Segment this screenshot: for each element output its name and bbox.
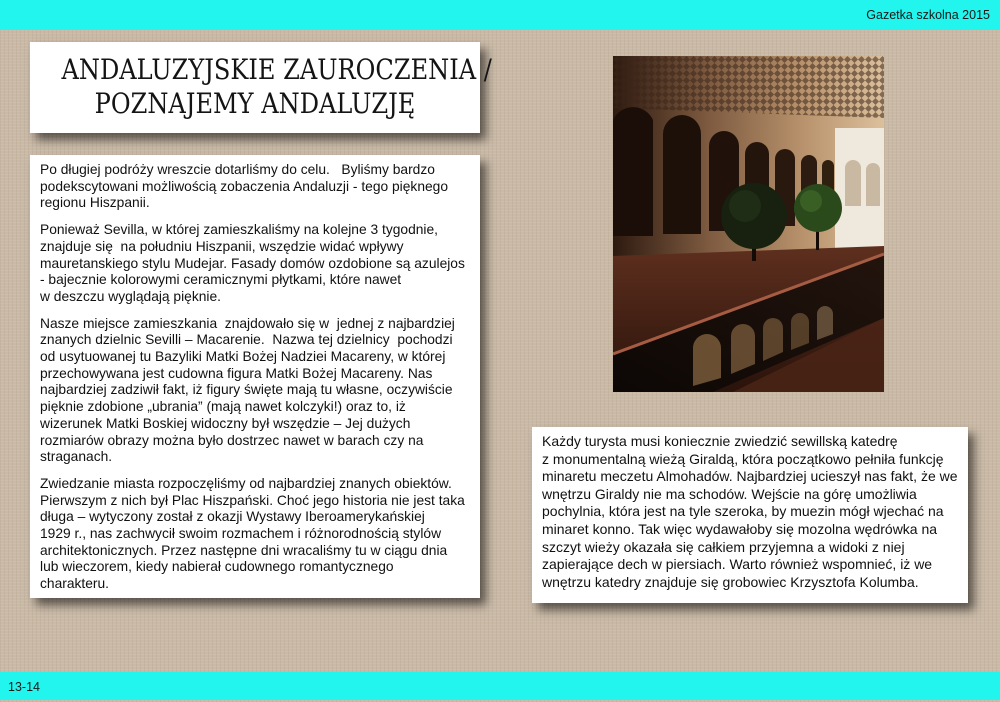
paragraph [542,433,958,591]
text-line: mauretanskiego stylu Mudejar. Fasady domów ozdobione są azulejos [40,255,465,271]
text-line: najbardziej zadziwił fakt, iż figury święte mają tu własne, oczywiście [40,382,453,398]
text-line: rozmiarów obrazy można było dostrzec nawet w barach czy na [40,432,424,448]
text-line: pochylnia, która jest na tyle szeroka, by muezin mógł wjechać na [542,503,944,520]
text-line: szczyt wieży okazała się całkiem przyjemna a widoki z niej [542,538,905,555]
article-title-line-2: POZNAJEMY ANDALUZJĘ [94,87,416,120]
courtyard-photo [613,56,884,392]
text-line: straganach. [40,449,113,465]
text-line: znajduje się na południu Hiszpanii, wszędzie widać wpływy [40,238,404,254]
text-line: Po długiej podróży wreszcie dotarliśmy do celu. Byliśmy bardzo [40,162,435,177]
text-line: przechowywana jest cudowna figura Matki Bożej Macareny. Nas [40,365,433,381]
paragraph [40,316,470,466]
text-line: architektonicznych. Przez następne dni wracaliśmy tu w ciągu dnia [40,542,448,558]
text-line: znanych dzielnic Sevilli – Macarenie. Nazwa tej dzielnicy pochodzi [40,332,453,348]
article-title-box [30,42,492,133]
text-line: - bajecznie kolorowymi ceramicznymi płytkami, które nawet [40,272,402,288]
text-line: charakteru. [40,576,110,592]
paragraph [40,222,470,306]
publication-name: Gazetka szkolna 2015 [866,8,990,22]
page-numbers: 13-14 [8,680,40,694]
text-line: Każdy turysta musi koniecznie zwiedzić sewillską katedrę [542,433,898,449]
text-line: Zwiedzanie miasta rozpoczęliśmy od najbardziej znanych obiektów. [40,475,452,491]
article-title-line-1: ANDALUZYJSKIE ZAUROCZENIA / [61,53,492,86]
paragraph [40,162,470,212]
text-line: wizerunek Matki Boskiej widoczny był wszędzie – Jej dużych [40,415,411,431]
text-line: Ponieważ Sevilla, w której zamieszkaliśmy na kolejne 3 tygodnie, [40,222,438,238]
right-text-box [532,427,968,603]
text-line: zapierające dech w piersiach. Warto również wspomnieć, iż we [542,556,933,573]
left-text-box [30,155,480,598]
text-line: długa – wytyczony został z okazji Wystawy Iberoamerykańskiej [40,509,425,525]
text-line: z monumentalną wieżą Giraldą, która początkowo pełniła funkcję [542,450,944,467]
text-line: regionu Hiszpanii. [40,195,150,211]
text-line: lub wieczorem, kiedy nabierał cudownego romantycznego [40,559,394,575]
text-line: podekscytowani możliwością zobaczenia Andaluzji - tego pięknego [40,178,449,194]
paragraph [40,476,470,593]
text-line: minaretu meczetu Almohadów. Najbardziej ucieszył nas fakt, że we [542,468,958,485]
top-bar [0,0,1000,30]
text-line: w deszczu wyglądają pięknie. [40,288,221,304]
text-line: Nasze miejsce zamieszkania znajdowało się w jednej z najbardziej [40,315,455,331]
text-line: pięknie zdobione „ubrania” (mają nawet kolczyki!) oraz to, iż [40,399,406,415]
text-line: Pierwszym z nich był Plac Hiszpański. Choć jego historia nie jest taka [40,492,465,508]
text-line: minaret konno. Tak więc wydawałoby się mozolna wędrówka na [542,520,938,537]
text-line: 1929 r., nas zachwycił swoim rozmachem i różnorodnością stylów [40,526,442,542]
text-line: od usytuowanej tu Bazyliki Matki Bożej Nadziei Macareny, w której [40,349,446,365]
bottom-bar [0,672,1000,700]
text-line: wnętrzu Giraldy nie ma schodów. Wejście na górę umożliwia [542,485,917,502]
text-line: wnętrzu katedry znajduje się grobowiec Krzysztofa Kolumba. [542,573,919,590]
